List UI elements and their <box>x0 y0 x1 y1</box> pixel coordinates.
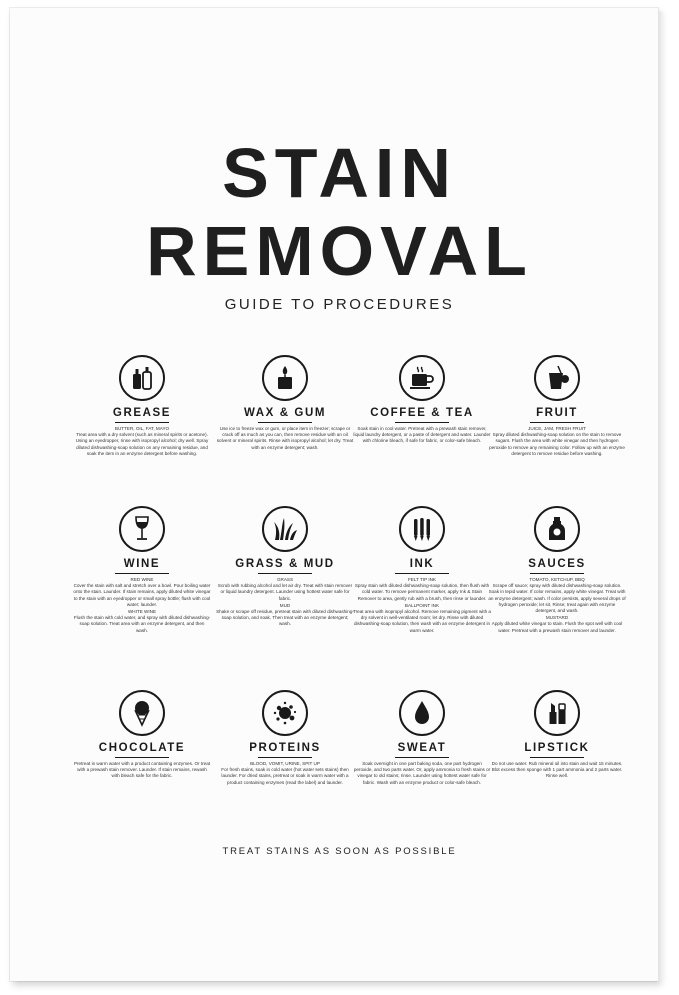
stain-instructions: Apply diluted white vinegar to stain. Flush the spot well with cool water. Pretreat with a prewash stain remover and launder. <box>491 621 623 633</box>
stain-label: WINE <box>123 558 161 570</box>
stain-subheading: GRASS <box>276 577 294 582</box>
stain-instructions: For fresh stains, soak in cold water (hot water sets stains) then launder. For dried stains, pretreat or soak in warm water with a product containing enzymes (read the label) and launder. <box>221 767 349 785</box>
divider <box>395 757 449 758</box>
drop-icon <box>399 690 445 736</box>
stain-instructions: Soak overnight in one part baking soda, one part hydrogen peroxide, and two parts water. Or, apply ammonia to fresh stains or vinegar to old stains; rinse. Launder using hottest water safe for fabric. Wash with an enzyme product or color-safe bleach. <box>353 761 491 785</box>
divider <box>115 422 169 423</box>
pens-icon <box>399 506 445 552</box>
stain-instructions: Spray stain with diluted dishwashing-soap solution, then flush with cold water. To remove permanent marker, apply Ink & Stain Remover to area, gently rub with a brush, then rinse or launder. <box>354 583 490 601</box>
grass-icon <box>262 506 308 552</box>
stain-instructions: Pretreat in warm water with a product containing enzymes. Or treat with a prewash stain remover. Launder. If stain remains, rewash with bleach safe for the fabric. <box>73 761 211 779</box>
lipstick-icon <box>534 690 580 736</box>
ice-cream-icon <box>119 690 165 736</box>
stain-subheading: WHITE WINE <box>127 609 157 615</box>
stain-label: SAUCES <box>528 558 586 570</box>
stain-subheading: MUSTARD <box>545 615 569 621</box>
stain-subheading: RED WINE <box>130 577 154 582</box>
stain-instructions: Scrape off sauce; spray with diluted dishwashing-soap solution. Soak in tepid water. If color remains, apply white vinegar. Treat with an enzyme detergent; wash. If color persists, apply several drops of hydrogen peroxide; let sit. Rinse; treat again with enzyme detergent, and wash. <box>488 583 626 614</box>
stain-label: COFFEE & TEA <box>370 407 474 419</box>
stain-label: SWEAT <box>397 742 447 754</box>
divider <box>395 573 449 574</box>
divider <box>530 573 584 574</box>
divider <box>530 757 584 758</box>
stain-label: GREASE <box>112 407 172 419</box>
stain-subheading: BUTTER, OIL, FAT, MAYO <box>114 426 170 431</box>
candle-icon <box>262 355 308 401</box>
bottles-icon <box>119 355 165 401</box>
divider <box>115 573 169 574</box>
stain-instructions: Treat area with a dry solvent (such as mineral spirits or acetone). Using an eyedropper, rinse with isopropyl alcohol; dry well. Spray diluted dishwashing-soap solution on any remaining residue, and soak the item in an enzyme detergent before washing. <box>75 432 209 456</box>
stain-label: GRASS & MUD <box>235 558 335 570</box>
stain-subheading: MUD <box>279 602 291 608</box>
stain-card-fruit <box>488 355 626 457</box>
stain-instructions: Flush the stain with cold water, and spray with diluted dishwashing-soap solution. Treat area with an enzyme detergent, and then wash. <box>73 615 211 633</box>
stain-card-proteins <box>216 690 354 786</box>
wine-glass-icon <box>119 506 165 552</box>
stain-label: LIPSTICK <box>524 742 590 754</box>
stain-instructions: Use ice to freeze wax or gum, or place item in freezer; scrape or crack off as much as you can, then remove residue with an oil solvent or mineral spirits. Rinse with isopropyl alcohol; let dry. Treat with an enzyme detergent; wash. <box>216 426 354 450</box>
stain-card-lipstick <box>488 690 626 780</box>
divider <box>530 422 584 423</box>
subtitle: GUIDE TO PROCEDURES <box>224 296 455 313</box>
stain-card-grass-mud <box>216 506 354 628</box>
stain-instructions: Do not use water. Rub mineral oil into stain and wait 15 minutes. Blot excess then sponge with 1 part ammonia and 2 parts water. Rinse well. <box>491 761 623 779</box>
stain-label: INK <box>409 558 435 570</box>
coffee-cup-icon <box>399 355 445 401</box>
stain-instructions: Shake or scrape off residue, pretreat stain with diluted dishwashing-soap solution, and soak. Then treat with an enzyme detergent; wash. <box>216 609 354 627</box>
stain-instructions: Spray diluted dishwashing-soap solution on the stain to remove sugars. Flush the area with white vinegar and then hydrogen peroxide to remove any remaining color. Follow up with an enzyme detergent to remove residue before washing. <box>489 432 625 456</box>
stain-subheading: FELT TIP INK <box>408 577 436 582</box>
stain-card-grease <box>73 355 211 457</box>
stain-instructions: Cover the stain with salt and stretch over a bowl. Pour boiling water onto the stain. Launder. If stain remains, apply diluted white vinegar to the stain with an eyedropper or small spray bottle; flush with cool water; launder. <box>73 583 211 607</box>
stain-card-wine <box>73 506 211 634</box>
stain-card-chocolate <box>73 690 211 780</box>
stain-label: FRUIT <box>536 407 578 419</box>
stain-label: CHOCOLATE <box>98 742 186 754</box>
title-line-1: STAIN <box>222 134 457 212</box>
title-line-2: REMOVAL <box>146 212 533 290</box>
divider <box>258 757 312 758</box>
stain-card-coffee-tea <box>353 355 491 445</box>
stain-subheading: BALLPOINT INK <box>404 602 440 608</box>
divider <box>115 757 169 758</box>
stain-subheading: TOMATO, KETCHUP, BBQ <box>529 577 585 582</box>
stain-label: PROTEINS <box>249 742 321 754</box>
stain-label: WAX & GUM <box>243 407 327 419</box>
stain-subheading: BLOOD, VOMIT, URINE, SPIT UP <box>250 761 320 766</box>
divider <box>395 422 449 423</box>
splatter-icon <box>262 690 308 736</box>
stain-card-sweat <box>353 690 491 786</box>
stain-card-ink <box>353 506 491 634</box>
divider <box>258 573 312 574</box>
footer-note: TREAT STAINS AS SOON AS POSSIBLE <box>222 846 457 857</box>
stain-instructions: Soak stain in cool water. Pretreat with a prewash stain remover, liquid laundry detergent, or a paste of detergent and water. Launder with chlorine bleach, if safe for fabric, or color-safe bleach. <box>353 426 491 444</box>
stain-card-sauces <box>488 506 626 634</box>
sauce-bottle-icon <box>534 506 580 552</box>
stain-subheading: JUICE, JAM, FRESH FRUIT <box>528 426 586 431</box>
stain-instructions: Treat area with isopropyl alcohol. Remove remaining pigment with a dry solvent in well-ventilated room; let dry. Rinse with diluted dishwashing-soap solution, then wash with an enzyme detergent in warm water. <box>353 609 491 633</box>
divider <box>258 422 312 423</box>
stain-instructions: Scrub with rubbing alcohol and let air dry. Treat with stain remover or liquid laundry detergent. Launder using hottest water safe for fabric. <box>217 583 353 601</box>
juice-glass-icon <box>534 355 580 401</box>
stain-card-wax-gum <box>216 355 354 451</box>
